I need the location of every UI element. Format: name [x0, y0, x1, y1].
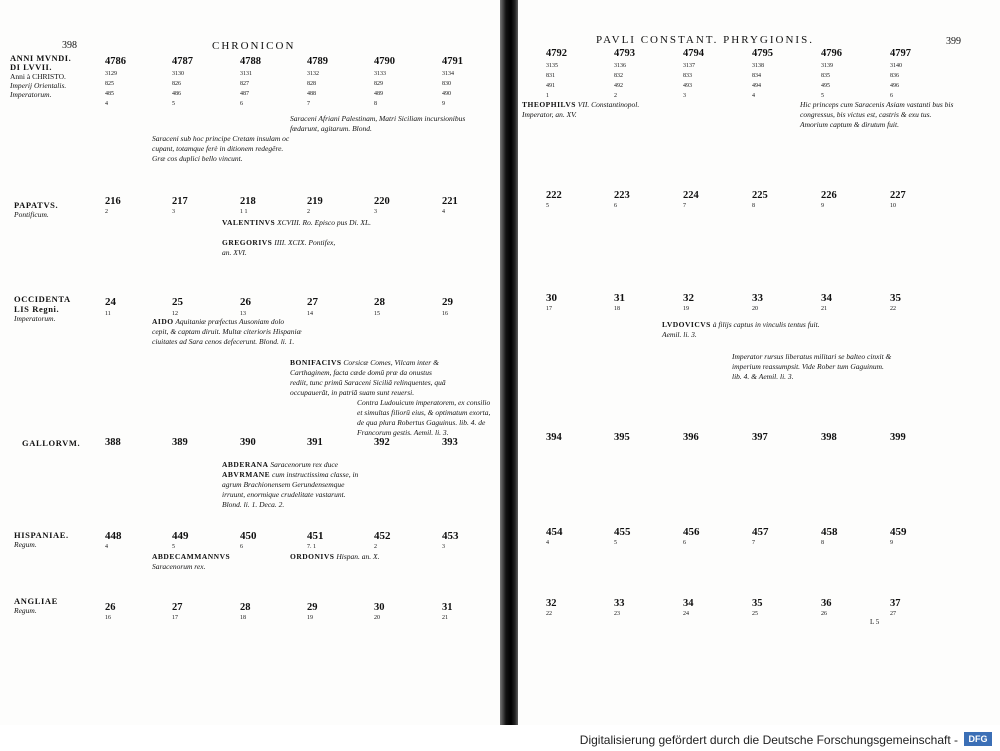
subvalue: 21 [442, 615, 448, 621]
year-cell: 34 [683, 598, 694, 609]
subvalue: 26 [821, 611, 827, 617]
note-valentinus: VALENTINVS XCVIII. Ro. Episco pus Di. XL. [222, 218, 372, 227]
header-subvalue: 3133 [374, 71, 386, 77]
header-subvalue: 3131 [240, 71, 252, 77]
header-subvalue: 487 [240, 91, 249, 97]
subvalue: 14 [307, 311, 313, 317]
year-cell: 453 [442, 530, 459, 542]
year-cell: 217 [172, 196, 188, 207]
subvalue: 17 [172, 615, 178, 621]
subvalue: 24 [683, 611, 689, 617]
subvalue: 2 [105, 209, 108, 215]
header-subvalue: 826 [172, 81, 181, 87]
note-abderana: ABDERANA Saracenorum rex duce ABVRMANE cum instructissima classe, in agrum Brachionensem Gerundensemque irruunt, enormique crudelitate vastarunt. Blond. li. 1. Deca. 2. [222, 460, 359, 509]
year-cell: 30 [546, 292, 557, 304]
header-subvalue: 9 [442, 101, 445, 107]
subvalue: 20 [752, 306, 758, 312]
running-head: CHRONICON [212, 40, 296, 52]
note-ludovicus: LVDOVICVS à filijs captus in vinculis tentus fuit. Aemil. li. 3. [662, 320, 820, 339]
year-cell: 398 [821, 432, 837, 443]
year-cell: 4787 [172, 56, 193, 67]
note-saraceni-sicily: Saraceni Afriani Palestinam, Matri Siciliam incursionibus fœdarunt, agitarum. Blond. [290, 114, 466, 133]
year-cell: 31 [614, 292, 625, 304]
year-cell: 26 [105, 602, 116, 613]
year-cell: 221 [442, 196, 458, 207]
header-subvalue: 830 [442, 81, 451, 87]
year-cell: 4794 [683, 48, 704, 59]
year-cell: 391 [307, 437, 323, 448]
dfg-logo: DFG [964, 732, 992, 746]
year-cell: 34 [821, 292, 832, 304]
header-subvalue: 3129 [105, 71, 117, 77]
year-cell: 37 [890, 598, 901, 609]
year-cell: 454 [546, 526, 563, 538]
header-subvalue: 495 [821, 83, 830, 89]
header-subvalue: 494 [752, 83, 761, 89]
year-cell: 25 [172, 296, 183, 308]
subvalue: 2 [307, 209, 310, 215]
funding-notice: Digitalisierung gefördert durch die Deutsche Forschungsgemeinschaft - [579, 733, 958, 747]
year-cell: 457 [752, 526, 769, 538]
note-bonifacius: BONIFACIVS Corsicæ Comes, Vilcam inter & Carthaginem, facta cæde domû præ da onustus rediit, tunc primū Saraceni Siciliā relinquentes, quā occupauerāt, in patriā suam sunt reuersi. [290, 358, 446, 397]
year-cell: 33 [614, 598, 625, 609]
year-cell: 394 [546, 432, 562, 443]
header-subvalue: 831 [546, 73, 555, 79]
header-subvalue: 827 [240, 81, 249, 87]
note-imperator-rursus: Imperator rursus liberatus militari se balteo cinxit & imperium reassumpsit. Vide Rober tum Gaguinum. lib. 4. & Aemil. li. 3. [732, 352, 892, 381]
note-saraceni-creta: Saraceni sub hoc principe Cretam insulam oc cupant, totamque ferè in ditionem redegêre. Græ cos duplici bello vincunt. [152, 134, 290, 163]
header-subvalue: 490 [442, 91, 451, 97]
header-subvalue: 832 [614, 73, 623, 79]
header-subvalue: 1 [546, 93, 549, 99]
subvalue: 16 [442, 311, 448, 317]
year-cell: 393 [442, 437, 458, 448]
year-cell: 24 [105, 296, 116, 308]
subvalue: 10 [890, 203, 896, 209]
header-subvalue: 4 [752, 93, 755, 99]
subvalue: 22 [546, 611, 552, 617]
subvalue: 5 [172, 544, 175, 550]
header-subvalue: 3140 [890, 63, 902, 69]
year-cell: 26 [240, 296, 251, 308]
year-cell: 216 [105, 196, 121, 207]
header-subvalue: 485 [105, 91, 114, 97]
header-subvalue: 486 [172, 91, 181, 97]
note-hic-princeps: Hic princeps cum Saracenis Asiam vastanti bus bis congressus, bis victus est, castris & exu tus. Amorium captum & dirutum fuit. [800, 100, 954, 129]
footer-bar [0, 725, 1000, 751]
year-cell: 388 [105, 437, 121, 448]
year-cell: 455 [614, 526, 631, 538]
header-subvalue: 496 [890, 83, 899, 89]
subvalue: 5 [614, 540, 617, 546]
note-aido: AIDO Aquitaniæ præfectus Ausoniam dolo cepit, & captam diruit. Multæ citerioris Hispaniæ ciuitates ad Sara cenos defecerunt. Blond. li. 1. [152, 317, 302, 346]
year-cell: 4786 [105, 56, 126, 67]
subvalue: 12 [172, 311, 178, 317]
right-page [518, 0, 1000, 725]
subvalue: 20 [374, 615, 380, 621]
year-cell: 27 [172, 602, 183, 613]
year-cell: 449 [172, 530, 189, 542]
year-cell: 31 [442, 602, 453, 613]
subvalue: 7. 1 [307, 544, 316, 550]
section-gallorum: GALLORVM. [22, 438, 81, 448]
year-cell: 29 [442, 296, 453, 308]
header-subvalue: 5 [172, 101, 175, 107]
subvalue: 8 [821, 540, 824, 546]
year-cell: 4795 [752, 48, 773, 59]
header-subvalue: 825 [105, 81, 114, 87]
year-cell: 227 [890, 190, 906, 201]
header-subvalue: 491 [546, 83, 555, 89]
subvalue: 7 [752, 540, 755, 546]
subvalue: 4 [442, 209, 445, 215]
year-cell: 219 [307, 196, 323, 207]
header-subvalue: 493 [683, 83, 692, 89]
year-cell: 395 [614, 432, 630, 443]
header-subvalue: 3 [683, 93, 686, 99]
year-cell: 4792 [546, 48, 567, 59]
subvalue: 11 [105, 311, 111, 317]
year-cell: 225 [752, 190, 768, 201]
subvalue: 19 [307, 615, 313, 621]
header-subvalue: 5 [821, 93, 824, 99]
year-cell: 4789 [307, 56, 328, 67]
subvalue: 9 [821, 203, 824, 209]
year-cell: 4788 [240, 56, 261, 67]
subvalue: 23 [614, 611, 620, 617]
subvalue: 27 [890, 611, 896, 617]
header-subvalue: 2 [614, 93, 617, 99]
page-number: 398 [62, 40, 77, 51]
year-cell: 448 [105, 530, 122, 542]
year-cell: 4797 [890, 48, 911, 59]
header-subvalue: 835 [821, 73, 830, 79]
subvalue: 3 [442, 544, 445, 550]
subvalue: 13 [240, 311, 246, 317]
year-cell: 33 [752, 292, 763, 304]
year-cell: 396 [683, 432, 699, 443]
header-subvalue: 8 [374, 101, 377, 107]
year-cell: 35 [890, 292, 901, 304]
note-ordonius: ORDONIVS Hispan. an. X. [290, 552, 380, 561]
year-cell: 4791 [442, 56, 463, 67]
left-page [0, 0, 505, 725]
subvalue: 17 [546, 306, 552, 312]
subvalue: 15 [374, 311, 380, 317]
subvalue: 16 [105, 615, 111, 621]
subvalue: 18 [240, 615, 246, 621]
header-subvalue: 3137 [683, 63, 695, 69]
year-cell: 399 [890, 432, 906, 443]
header-subvalue: 492 [614, 83, 623, 89]
year-cell: 224 [683, 190, 699, 201]
year-cell: 28 [374, 296, 385, 308]
note-abdecammannus: ABDECAMMANNVS Saracenorum rex. [152, 552, 231, 571]
note-contra-ludouicum: Contra Ludouicum imperatorem, ex consilio et simultas filiorū eius, & optimatum exorta, de qua plura Robertus Gaguinus. lib. 4. de Francorum gestis. Aemil. li. 3. [357, 398, 491, 437]
section-angliae: ANGLIAE Regum. [14, 596, 58, 615]
header-subvalue: 828 [307, 81, 316, 87]
subvalue: 4 [105, 544, 108, 550]
signature-mark: L 5 [870, 618, 880, 626]
subvalue: 18 [614, 306, 620, 312]
year-cell: 397 [752, 432, 768, 443]
year-cell: 35 [752, 598, 763, 609]
year-cell: 459 [890, 526, 907, 538]
note-theophilus: THEOPHILVS VII. Constantinopol. Imperator, an. XV. [522, 100, 640, 119]
subvalue: 5 [546, 203, 549, 209]
year-cell: 30 [374, 602, 385, 613]
header-subvalue: 3139 [821, 63, 833, 69]
header-subvalue: 829 [374, 81, 383, 87]
year-cell: 29 [307, 602, 318, 613]
header-subvalue: 833 [683, 73, 692, 79]
header-subvalue: 4 [105, 101, 108, 107]
year-cell: 4790 [374, 56, 395, 67]
section-papatus: PAPATVS. Pontificum. [14, 200, 59, 219]
year-cell: 32 [683, 292, 694, 304]
header-subvalue: 834 [752, 73, 761, 79]
year-cell: 218 [240, 196, 256, 207]
year-cell: 32 [546, 598, 557, 609]
subvalue: 6 [614, 203, 617, 209]
year-cell: 226 [821, 190, 837, 201]
year-cell: 452 [374, 530, 391, 542]
subvalue: 7 [683, 203, 686, 209]
header-subvalue: 6 [240, 101, 243, 107]
note-gregorius: GREGORIVS IIII. XCIX. Pontifex, an. XVI. [222, 238, 336, 257]
subvalue: 9 [890, 540, 893, 546]
header-subvalue: 489 [374, 91, 383, 97]
year-cell: 27 [307, 296, 318, 308]
year-cell: 4796 [821, 48, 842, 59]
header-subvalue: 6 [890, 93, 893, 99]
year-cell: 389 [172, 437, 188, 448]
year-cell: 220 [374, 196, 390, 207]
subvalue: 3 [374, 209, 377, 215]
section-occidentalis: OCCIDENTA LIS Regni. Imperatorum. [14, 294, 71, 323]
header-subvalue: 3138 [752, 63, 764, 69]
subvalue: 8 [752, 203, 755, 209]
header-subvalue: 3135 [546, 63, 558, 69]
subvalue: 6 [683, 540, 686, 546]
subvalue: 3 [172, 209, 175, 215]
year-cell: 390 [240, 437, 256, 448]
subvalue: 21 [821, 306, 827, 312]
year-cell: 36 [821, 598, 832, 609]
book-gutter [500, 0, 520, 725]
header-subvalue: 7 [307, 101, 310, 107]
year-cell: 28 [240, 602, 251, 613]
subvalue: 6 [240, 544, 243, 550]
subvalue: 1 1 [240, 209, 248, 215]
subvalue: 25 [752, 611, 758, 617]
subvalue: 19 [683, 306, 689, 312]
section-hispaniae: HISPANIAE. Regum. [14, 530, 69, 549]
year-cell: 4793 [614, 48, 635, 59]
subvalue: 4 [546, 540, 549, 546]
year-cell: 392 [374, 437, 390, 448]
subvalue: 2 [374, 544, 377, 550]
year-cell: 222 [546, 190, 562, 201]
header-labels: ANNI MVNDI. DI LVVII. Anni à CHRISTO. Imperij Orientalis. Imperatorum. [10, 53, 72, 99]
year-cell: 456 [683, 526, 700, 538]
header-subvalue: 488 [307, 91, 316, 97]
running-head: PAVLI CONSTANT. PHRYGIONIS. [596, 34, 814, 46]
header-subvalue: 3132 [307, 71, 319, 77]
page-number: 399 [946, 36, 961, 47]
header-subvalue: 3134 [442, 71, 454, 77]
header-subvalue: 836 [890, 73, 899, 79]
header-subvalue: 3136 [614, 63, 626, 69]
subvalue: 22 [890, 306, 896, 312]
header-subvalue: 3130 [172, 71, 184, 77]
year-cell: 458 [821, 526, 838, 538]
year-cell: 223 [614, 190, 630, 201]
year-cell: 450 [240, 530, 257, 542]
year-cell: 451 [307, 530, 324, 542]
